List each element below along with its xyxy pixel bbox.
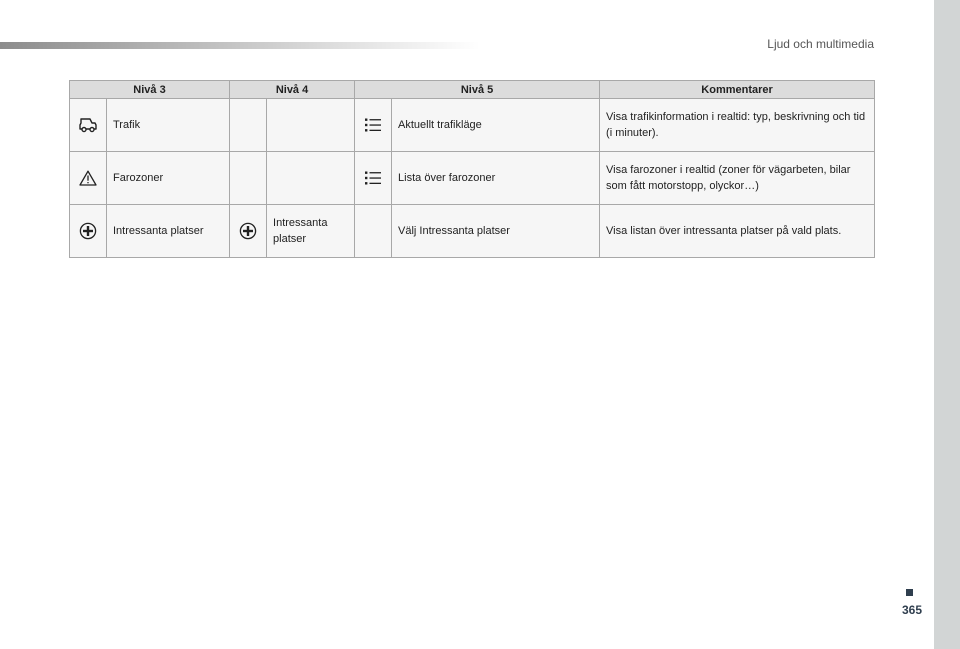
- page-number: 365: [901, 603, 922, 617]
- section-title: Ljud och multimedia: [767, 37, 874, 51]
- header-gradient-bar: [0, 42, 480, 49]
- level4-icon-cell: [230, 205, 267, 258]
- comment-text: Visa farozoner i realtid (zoner för vägarbeten, bilar som fått motorstopp, olyckor…): [600, 152, 875, 205]
- level5-label: Välj Intressanta platser: [392, 205, 600, 258]
- plus-circle-icon: [79, 222, 97, 240]
- level5-label: Aktuellt trafikläge: [392, 99, 600, 152]
- table-header-row: [70, 81, 875, 99]
- comment-text: Visa trafikinformation i realtid: typ, beskrivning och tid (i minuter).: [600, 99, 875, 152]
- side-band: [934, 0, 960, 649]
- column-header-level3: Nivå 3: [70, 81, 230, 99]
- level4-icon-cell: [230, 99, 267, 152]
- table-row: [70, 205, 875, 258]
- level3-icon-cell: [70, 152, 107, 205]
- column-header-level5: Nivå 5: [355, 81, 600, 99]
- level5-icon-cell: [355, 205, 392, 258]
- table-row: [70, 99, 875, 152]
- level4-icon-cell: [230, 152, 267, 205]
- navigation-table: [69, 80, 875, 258]
- level5-icon-cell: [355, 152, 392, 205]
- warning-icon: [79, 170, 97, 186]
- list-icon: [364, 117, 382, 133]
- level5-icon-cell: [355, 99, 392, 152]
- level3-label: Trafik: [107, 99, 230, 152]
- column-header-level4: Nivå 4: [230, 81, 355, 99]
- level3-icon-cell: [70, 99, 107, 152]
- page-marker: [906, 589, 913, 596]
- level4-label: [267, 152, 355, 205]
- level5-label: Lista över farozoner: [392, 152, 600, 205]
- level4-label: [267, 99, 355, 152]
- level3-icon-cell: [70, 205, 107, 258]
- column-header-comments: Kommentarer: [600, 81, 875, 99]
- level3-label: Intressanta platser: [107, 205, 230, 258]
- level3-label: Farozoner: [107, 152, 230, 205]
- level4-label: Intressanta platser: [267, 205, 355, 258]
- table-row: [70, 152, 875, 205]
- car-icon: [78, 116, 98, 134]
- comment-text: Visa listan över intressanta platser på vald plats.: [600, 205, 875, 258]
- plus-circle-icon: [239, 222, 257, 240]
- list-icon: [364, 170, 382, 186]
